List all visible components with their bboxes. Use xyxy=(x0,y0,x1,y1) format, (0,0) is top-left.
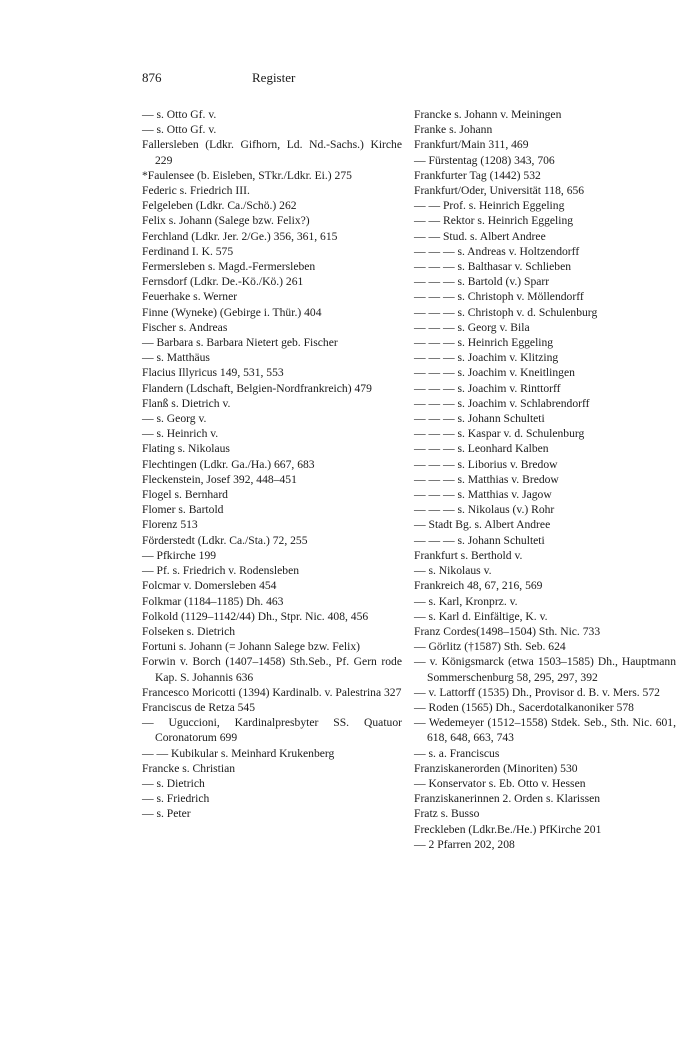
index-entry: — Stadt Bg. s. Albert Andree xyxy=(414,518,551,532)
index-entry: Fischer s. Andreas xyxy=(142,320,228,334)
index-entry: Francke s. Christian xyxy=(142,761,236,775)
index-entry: Folkold (1129–1142/44) Dh., Stpr. Nic. 408, 456 xyxy=(142,609,369,623)
index-entry: Florenz 513 xyxy=(142,518,198,532)
index-entry: — — — s. Heinrich Eggeling xyxy=(414,336,554,350)
index-entry: — — — s. Joachim v. Klitzing xyxy=(414,351,559,365)
index-entry: — Uguccioni, Kardinalpresbyter SS. Quatuor Coronatorum 699 xyxy=(142,716,402,745)
index-entry: — — — s. Matthias v. Bredow xyxy=(414,472,559,486)
index-entry: — s. Georg v. xyxy=(142,412,207,426)
index-entry: Felix s. Johann (Salege bzw. Felix?) xyxy=(142,214,310,228)
index-entry: Frankfurt/Main 311, 469 xyxy=(414,138,529,152)
index-entry: Flogel s. Bernhard xyxy=(142,488,228,502)
index-entry: — — — s. Andreas v. Holtzendorff xyxy=(414,244,580,258)
index-entry: — s. Matthäus xyxy=(142,351,210,365)
index-entry: Francesco Moricotti (1394) Kardinalb. v. Palestrina 327 xyxy=(142,685,402,699)
index-entry: Forwin v. Borch (1407–1458) Sth.Seb., Pf. Gern rode Kap. S. Johannis 636 xyxy=(142,655,402,684)
index-entry: — s. Friedrich xyxy=(142,792,210,806)
index-entry: Frankfurter Tag (1442) 532 xyxy=(414,168,541,182)
index-entry: — Barbara s. Barbara Nietert geb. Fischer xyxy=(142,336,338,350)
index-entry: Förderstedt (Ldkr. Ca./Sta.) 72, 255 xyxy=(142,533,308,547)
index-entry: Franke s. Johann xyxy=(414,123,493,137)
index-entry: — — — s. Joachim v. Kneitlingen xyxy=(414,366,575,380)
index-entry: — — — s. Christoph v. Möllendorff xyxy=(414,290,584,304)
index-entry: — — Rektor s. Heinrich Eggeling xyxy=(414,214,574,228)
index-entry: — s. a. Franciscus xyxy=(414,746,500,760)
index-entry: — Görlitz (†1587) Sth. Seb. 624 xyxy=(414,640,566,654)
index-entry: Flandern (Ldschaft, Belgien-Nordfrankreich) 479 xyxy=(142,381,372,395)
index-entry: — — — s. Joachim v. Schlabrendorff xyxy=(414,396,590,410)
index-entry: — Roden (1565) Dh., Sacerdotalkanoniker 578 xyxy=(414,700,634,714)
index-entry: — — Kubikular s. Meinhard Krukenberg xyxy=(142,746,335,760)
index-entry: Fermersleben s. Magd.-Fermersleben xyxy=(142,260,316,274)
index-entry: Fleckenstein, Josef 392, 448–451 xyxy=(142,472,297,486)
index-entry: — s. Peter xyxy=(142,807,191,821)
index-entry: — — — s. Kaspar v. d. Schulenburg xyxy=(414,427,585,441)
index-entry: Fernsdorf (Ldkr. De.-Kö./Kö.) 261 xyxy=(142,275,304,289)
page-header xyxy=(142,70,432,90)
index-entry: — s. Nikolaus v. xyxy=(414,564,492,578)
index-entry: Folcmar v. Domersleben 454 xyxy=(142,579,277,593)
index-entry: — Pf. s. Friedrich v. Rodensleben xyxy=(142,564,300,578)
index-entry: — v. Lattorff (1535) Dh., Provisor d. B. v. Mers. 572 xyxy=(414,685,660,699)
index-entry: Franziskanerinnen 2. Orden s. Klarissen xyxy=(414,792,601,806)
index-entry: Flating s. Nikolaus xyxy=(142,442,230,456)
index-entry: — — — s. Christoph v. d. Schulenburg xyxy=(414,305,598,319)
index-entry: Finne (Wyneke) (Gebirge i. Thür.) 404 xyxy=(142,305,322,319)
index-column-right xyxy=(414,107,676,852)
page-number: 876 xyxy=(142,70,162,85)
index-entry: — v. Königsmarck (etwa 1503–1585) Dh., Hauptmann Sommerschenburg 58, 295, 297, 392 xyxy=(414,655,676,684)
index-entry: Federic s. Friedrich III. xyxy=(142,184,250,198)
index-entry: — — — s. Balthasar v. Schlieben xyxy=(414,260,572,274)
index-entry: Flacius Illyricus 149, 531, 553 xyxy=(142,366,284,380)
index-entry: Franciscus de Retza 545 xyxy=(142,700,256,714)
index-entry: — s. Karl, Kronprz. v. xyxy=(414,594,518,608)
index-entry: — s. Karl d. Einfältige, K. v. xyxy=(414,609,548,623)
running-title: Register xyxy=(252,70,296,85)
index-entry: — — — s. Georg v. Bila xyxy=(414,320,530,334)
index-entry: — Fürstentag (1208) 343, 706 xyxy=(414,153,555,167)
index-entry: Franz Cordes(1498–1504) Sth. Nic. 733 xyxy=(414,624,601,638)
index-entry: — — Prof. s. Heinrich Eggeling xyxy=(414,199,565,213)
index-entry: — 2 Pfarren 202, 208 xyxy=(414,837,515,851)
index-entry: — — — s. Matthias v. Jagow xyxy=(414,488,552,502)
index-entry: *Faulensee (b. Eisleben, STkr./Ldkr. Ei.) 275 xyxy=(142,168,352,182)
index-entry: Frankfurt/Oder, Universität 118, 656 xyxy=(414,184,585,198)
index-entry: Folkmar (1184–1185) Dh. 463 xyxy=(142,594,284,608)
index-entry: Frankfurt s. Berthold v. xyxy=(414,548,523,562)
index-entry: Fortuni s. Johann (= Johann Salege bzw. Felix) xyxy=(142,640,360,654)
index-entry: Ferchland (Ldkr. Jer. 2/Ge.) 356, 361, 615 xyxy=(142,229,338,243)
index-entry: Folseken s. Dietrich xyxy=(142,624,236,638)
index-entry: — Pfkirche 199 xyxy=(142,548,217,562)
index-entry: — — — s. Johann Schulteti xyxy=(414,412,545,426)
index-column-left xyxy=(142,107,402,822)
index-entry: Felgeleben (Ldkr. Ca./Schö.) 262 xyxy=(142,199,297,213)
index-entry: — — — s. Liborius v. Bredow xyxy=(414,457,558,471)
index-entry: — — — s. Johann Schulteti xyxy=(414,533,545,547)
index-entry: Frankreich 48, 67, 216, 569 xyxy=(414,579,543,593)
index-entry: Francke s. Johann v. Meiningen xyxy=(414,108,562,121)
index-entry: — — — s. Joachim v. Rinttorff xyxy=(414,381,561,395)
index-entry: — Wedemeyer (1512–1558) Stdek. Seb., Sth. Nic. 601, 618, 648, 663, 743 xyxy=(414,716,676,745)
index-entry: — — Stud. s. Albert Andree xyxy=(414,229,546,243)
index-entry: — — — s. Leonhard Kalben xyxy=(414,442,549,456)
index-entry: — s. Otto Gf. v. xyxy=(142,108,217,121)
index-entry: Franziskanerorden (Minoriten) 530 xyxy=(414,761,578,775)
index-entry: Fallersleben (Ldkr. Gifhorn, Ld. Nd.-Sachs.) Kirche 229 xyxy=(142,138,402,167)
index-entry: Flomer s. Bartold xyxy=(142,503,224,517)
index-entry: Freckleben (Ldkr.Be./He.) PfKirche 201 xyxy=(414,822,602,836)
index-entry: — — — s. Nikolaus (v.) Rohr xyxy=(414,503,555,517)
index-entry: Ferdinand I. K. 575 xyxy=(142,244,234,258)
index-entry: — s. Dietrich xyxy=(142,776,205,790)
index-entry: Flechtingen (Ldkr. Ga./Ha.) 667, 683 xyxy=(142,457,315,471)
index-entry: Flanß s. Dietrich v. xyxy=(142,396,231,410)
index-entry: — Konservator s. Eb. Otto v. Hessen xyxy=(414,776,586,790)
index-entry: — s. Heinrich v. xyxy=(142,427,219,441)
index-entry: — — — s. Bartold (v.) Sparr xyxy=(414,275,550,289)
index-entry: Feuerhake s. Werner xyxy=(142,290,238,304)
index-entry: — s. Otto Gf. v. xyxy=(142,123,217,137)
index-entry: Fratz s. Busso xyxy=(414,807,480,821)
